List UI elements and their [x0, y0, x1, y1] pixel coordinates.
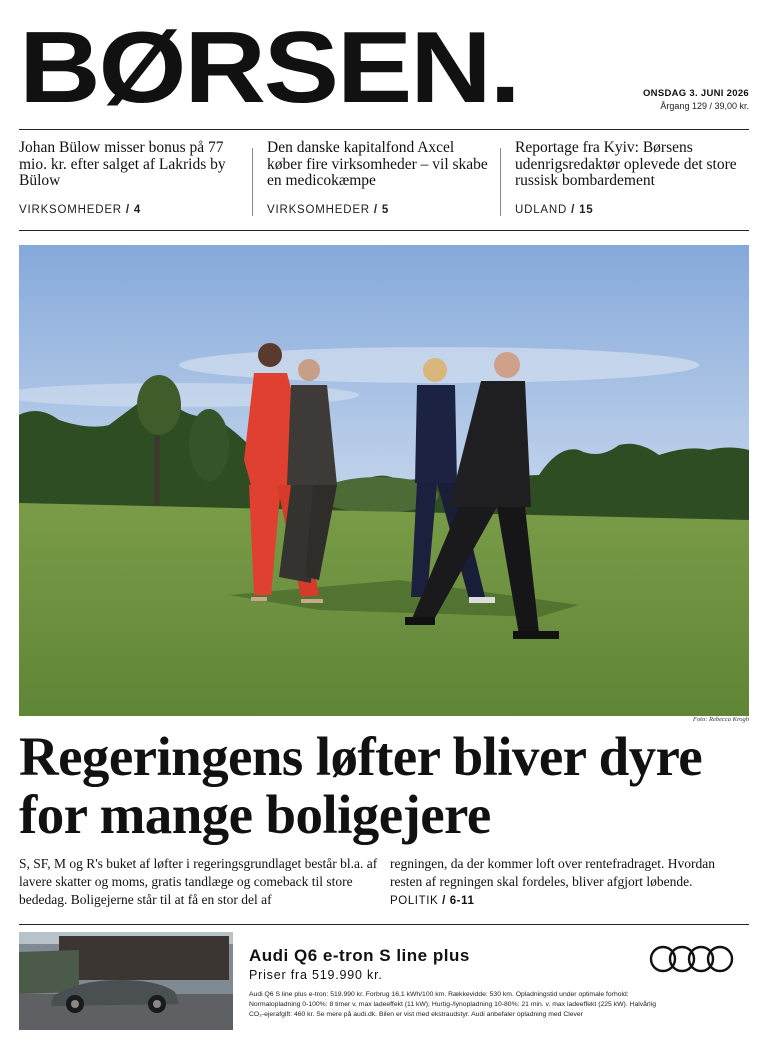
dateline	[643, 88, 749, 112]
teaser-3[interactable]	[515, 140, 749, 220]
teaser-section: UDLAND / 15	[515, 204, 594, 216]
teaser-section: VIRKSOMHEDER / 5	[267, 204, 390, 216]
lead-text: regningen, da der kommer loft over rentefradraget. Hvordan resten af regningen skal fordeles, bliver afgjort løbende.	[390, 856, 715, 889]
lead-column-1: S, SF, M og R's buket af løfter i regeringsgrundlaget består bl.a. af lavere skatter og moms, gratis tandlæge og comeback til store bededag. Boligejerne står til at få en stor del af	[19, 856, 378, 907]
teaser-headline[interactable]: Den danske kapitalfond Axcel køber fire virksomheder – vil skabe en medicokæmpe	[267, 139, 488, 189]
teaser-divider	[252, 148, 253, 216]
lead-column-2	[390, 855, 750, 910]
teaser-headline[interactable]: Reportage fra Kyiv: Børsens udenrigsredaktør oplevede det store russisk bombardement	[515, 139, 737, 189]
teaser-section: VIRKSOMHEDER / 4	[19, 204, 142, 216]
audi-rings-logo-icon	[649, 944, 735, 974]
photo-credit: Foto: Rebecca Krogh	[692, 716, 749, 723]
ad-divider	[19, 924, 749, 925]
teaser-divider	[500, 148, 501, 216]
newspaper-logo[interactable]: BØRSEN.	[19, 12, 519, 124]
teaser-row	[19, 140, 749, 220]
issue-date: ONSDAG 3. JUNI 2026	[642, 88, 749, 99]
main-headline[interactable]: Regeringens løfter bliver dyre for mange boligejere	[19, 726, 703, 845]
ad-title: Audi Q6 e-tron S line plus	[249, 946, 470, 965]
lead-photo-illustration	[19, 245, 749, 716]
lead-photo[interactable]	[19, 245, 749, 716]
ad-smallprint: Audi Q6 S line plus e-tron: 519.990 kr. Forbrug 16,1 kWh/100 km. Rækkevidde: 530 km. Opladningstid under optimale forhold: Normalopladning 0-100%: 8 timer v. max ladeeffekt (11 kW); Hurtig-/lynopladning 10-80%: 21 min. v. max ladeeffekt (225 kW). Halvårlig CO₂-ejerafgift: 460 kr. Se mere på audi.dk. Bilen er vist med ekstraudstyr. Audi anbefaler opladning med Clever	[249, 991, 656, 1019]
teaser-1[interactable]	[19, 140, 239, 220]
teaser-headline[interactable]: Johan Bülow misser bonus på 77 mio. kr. efter salget af Lakrids by Bülow	[19, 139, 226, 189]
audi-advertisement[interactable]	[19, 932, 749, 1030]
teaser-bottom-divider	[19, 230, 749, 231]
ad-price: Priser fra 519.990 kr.	[249, 968, 383, 982]
ad-car-illustration	[19, 932, 233, 1030]
ad-car-image	[19, 932, 233, 1030]
main-section[interactable]: POLITIK / 6-11	[390, 895, 475, 907]
masthead	[19, 12, 749, 124]
top-divider	[19, 129, 749, 130]
teaser-2[interactable]	[267, 140, 492, 220]
issue-edition: Årgang 129 / 39,00 kr.	[660, 101, 749, 111]
